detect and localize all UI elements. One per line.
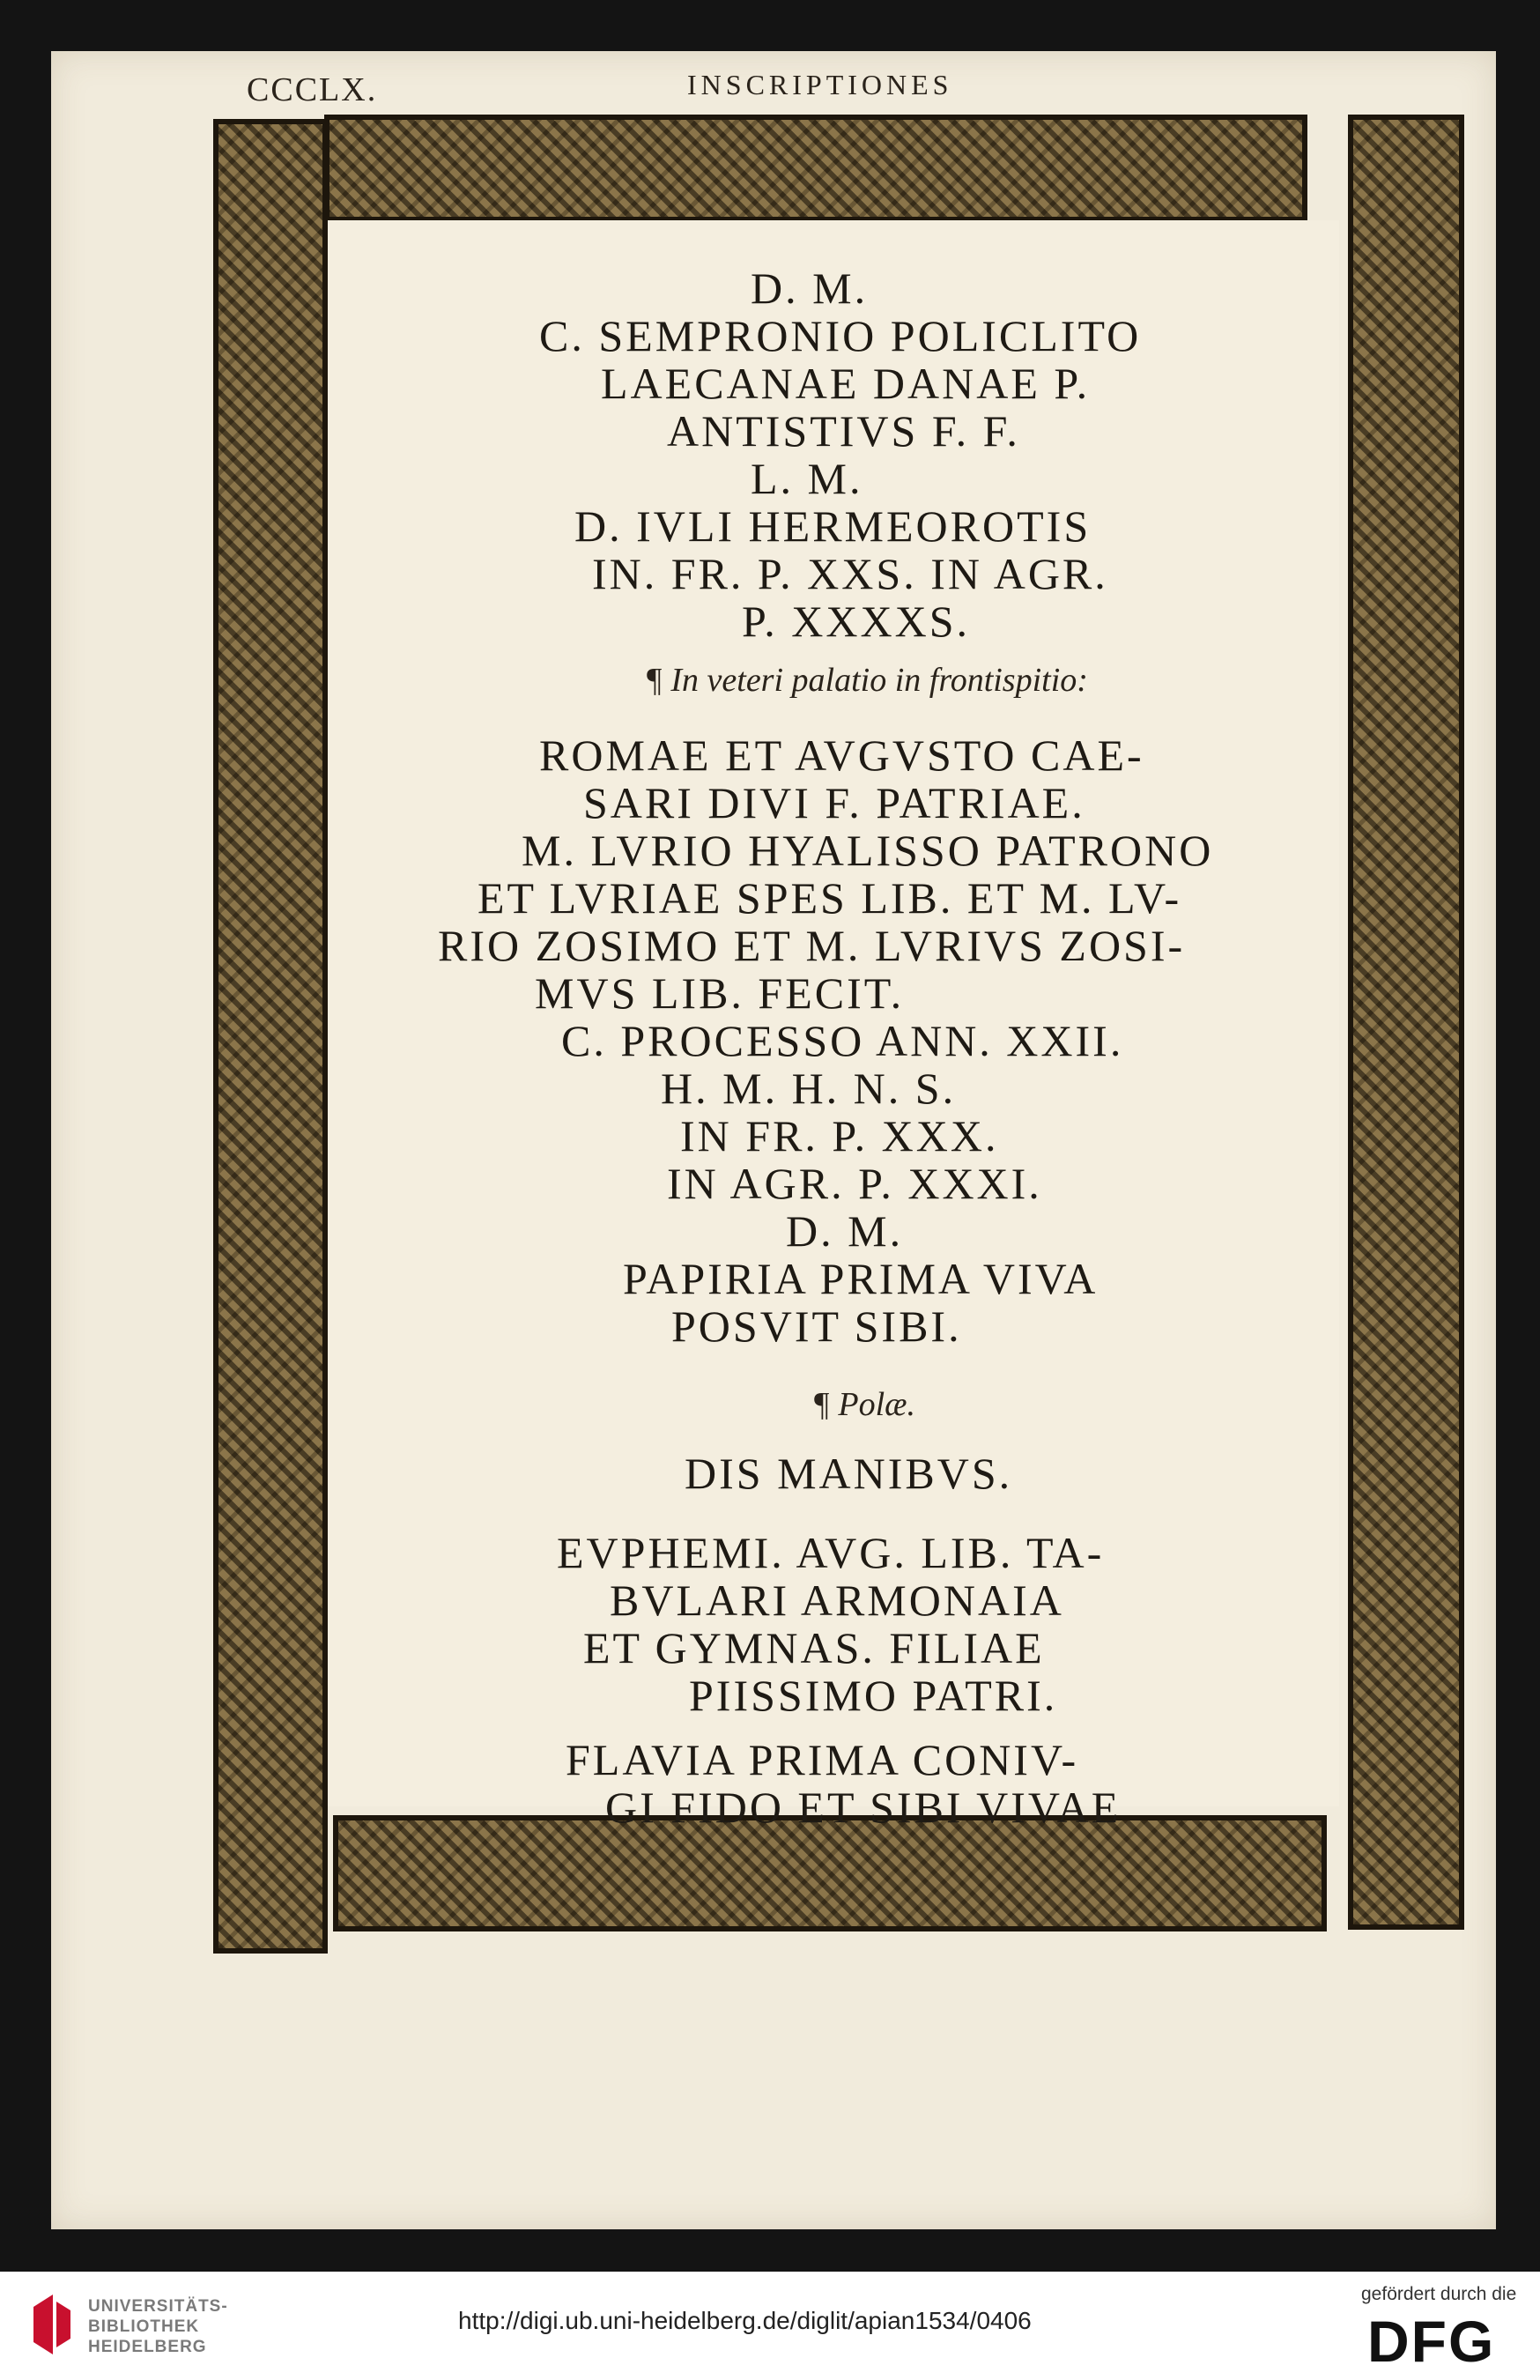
inscription-line: M. LVRIO HYALISSO PATRONO (522, 826, 1214, 875)
rubric-text: ¶ Polæ. (812, 1386, 915, 1423)
inscription-line: D. M. (786, 1206, 904, 1256)
woodcut-border-top (324, 115, 1307, 222)
inscription-line: ET LVRIAE SPES LIB. ET M. LV- (478, 873, 1182, 923)
inscription-line: L. M. (751, 454, 863, 503)
woodcut-border-bottom (333, 1815, 1327, 1931)
inscription-line: P. XXXXS. (742, 597, 971, 646)
inscription-line: ET GYMNAS. FILIAE (583, 1623, 1045, 1672)
funding-caption: gefördert durch die (1361, 2284, 1517, 2304)
permalink-url[interactable]: http://digi.ub.uni-heidelberg.de/diglit/apian1534/0406 (458, 2307, 1032, 2334)
inscription-line: PAPIRIA PRIMA VIVA (623, 1254, 1099, 1303)
inscription-line: GI FIDO ET SIBI VIVAE (605, 1783, 1122, 1832)
woodcut-border-left (213, 119, 328, 1954)
inscription-line: D. M. (751, 263, 869, 313)
inscription-dis-manibus (328, 1450, 1339, 1497)
library-name (88, 2296, 228, 2357)
inscription-line: MVS LIB. FECIT. (535, 968, 905, 1018)
library-name-line: HEIDELBERG (88, 2338, 207, 2356)
inscription-papiria (328, 1207, 1339, 1350)
inscription-sempronius (328, 264, 1339, 645)
inscription-line: POSVIT SIBI. (671, 1301, 962, 1351)
inscription-euphemus (328, 1529, 1339, 1719)
library-name-line: UNIVERSITÄTS- (88, 2297, 228, 2316)
inscription-line: BVLARI ARMONAIA (610, 1576, 1064, 1625)
inscription-line: H. M. H. N. S. (661, 1064, 957, 1113)
inscription-line: RIO ZOSIMO ET M. LVRIVS ZOSI- (438, 921, 1186, 970)
rubric-text: ¶ In veteri palatio in frontispitio: (645, 662, 1088, 699)
rubric-palatio (328, 661, 1339, 700)
inscription-line: EVPHEMI. AVG. LIB. TA- (557, 1528, 1105, 1577)
library-name-line: BIBLIOTHEK (88, 2317, 200, 2336)
footer-bar (0, 2272, 1540, 2380)
inscription-line: D. IVLI HERMEOROTIS (574, 501, 1092, 551)
inscription-line: SARI DIVI F. PATRIAE. (583, 778, 1085, 827)
rubric-polae (328, 1385, 1339, 1424)
inscription-line: ANTISTIVS F. F. (667, 406, 1020, 456)
inscription-line: C. SEMPRONIO POLICLITO (539, 311, 1142, 360)
inscription-roma-augustus (328, 731, 1339, 1207)
inscription-line: IN FR. P. XXX. (680, 1111, 999, 1160)
running-title: INSCRIPTIONES (687, 69, 953, 100)
folio-number: CCCLX. (247, 71, 378, 108)
inscription-line: DIS MANIBVS. (685, 1449, 1013, 1498)
inscription-line: IN. FR. P. XXS. IN AGR. (592, 549, 1108, 598)
woodcut-border-right (1348, 115, 1464, 1930)
inscription-flavia (328, 1736, 1339, 1831)
inscription-line: LAECANAE DANAE P. (601, 359, 1091, 408)
university-library-logo-icon (26, 2289, 78, 2360)
inscription-line: ROMAE ET AVGVSTO CAE- (539, 730, 1144, 780)
inscription-line: PIISSIMO PATRI. (689, 1671, 1058, 1720)
dfg-logo: DFG (1367, 2309, 1496, 2374)
inscription-line: IN AGR. P. XXXI. (667, 1159, 1042, 1208)
inscription-line: FLAVIA PRIMA CONIV- (566, 1735, 1079, 1784)
inscription-line: C. PROCESSO ANN. XXII. (561, 1016, 1124, 1065)
